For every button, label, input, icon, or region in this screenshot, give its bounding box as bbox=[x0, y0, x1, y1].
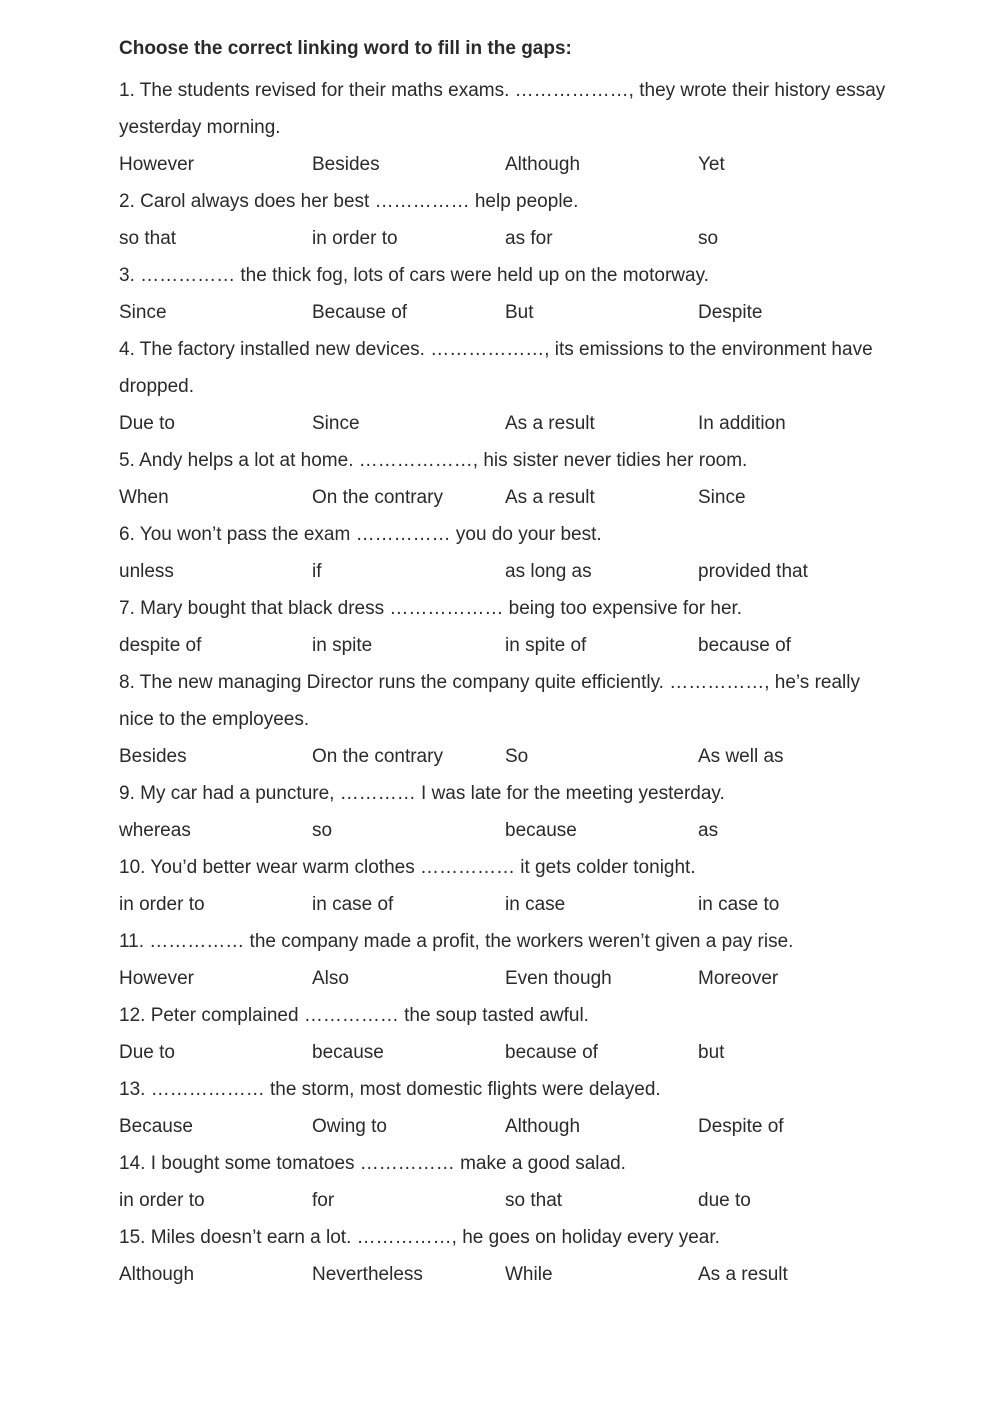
answer-options bbox=[119, 553, 899, 590]
question-block bbox=[119, 1145, 899, 1219]
answer-option[interactable]: Owing to bbox=[312, 1116, 387, 1137]
answer-options bbox=[119, 1256, 899, 1293]
answer-options bbox=[119, 886, 899, 923]
answer-option[interactable]: but bbox=[698, 1042, 725, 1063]
answer-options bbox=[119, 220, 899, 257]
question-text: 3. …………… the thick fog, lots of cars were held up on the motorway. bbox=[119, 265, 709, 286]
question-text: 2. Carol always does her best …………… help people. bbox=[119, 191, 579, 212]
answer-option[interactable]: Due to bbox=[119, 413, 175, 434]
answer-option[interactable]: because bbox=[312, 1042, 384, 1063]
answer-option[interactable]: for bbox=[312, 1190, 335, 1211]
question-block bbox=[119, 997, 899, 1071]
answer-option[interactable]: However bbox=[119, 968, 194, 989]
worksheet bbox=[119, 35, 899, 1293]
answer-option[interactable]: despite of bbox=[119, 635, 202, 656]
answer-options bbox=[119, 405, 899, 442]
answer-option[interactable]: Besides bbox=[312, 154, 380, 175]
answer-option[interactable]: Even though bbox=[505, 968, 612, 989]
question-text: 15. Miles doesn’t earn a lot. ……………, he goes on holiday every year. bbox=[119, 1227, 720, 1248]
answer-option[interactable]: Despite of bbox=[698, 1116, 784, 1137]
question-text: 1. The students revised for their maths exams. ………………, they wrote their history essay yesterday morning. bbox=[119, 80, 886, 138]
question-block bbox=[119, 183, 899, 257]
question-text: 7. Mary bought that black dress ……………… being too expensive for her. bbox=[119, 598, 743, 619]
answer-option[interactable]: In addition bbox=[698, 413, 786, 434]
answer-option[interactable]: Although bbox=[119, 1264, 195, 1285]
answer-option[interactable]: On the contrary bbox=[312, 746, 443, 767]
question-text: 13. ……………… the storm, most domestic flights were delayed. bbox=[119, 1079, 661, 1100]
question-list bbox=[119, 72, 899, 1293]
answer-options bbox=[119, 812, 899, 849]
answer-option[interactable]: whereas bbox=[119, 820, 191, 841]
answer-options bbox=[119, 960, 899, 997]
question-text: 9. My car had a puncture, ………… I was late for the meeting yesterday. bbox=[119, 783, 725, 804]
answer-option[interactable]: in order to bbox=[119, 894, 205, 915]
answer-option[interactable]: As a result bbox=[505, 413, 595, 434]
answer-option[interactable]: so that bbox=[119, 228, 177, 249]
answer-option[interactable]: in case bbox=[505, 894, 566, 915]
question-text: 6. You won’t pass the exam …………… you do your best. bbox=[119, 524, 602, 545]
answer-option[interactable]: Yet bbox=[698, 154, 725, 175]
question-text: 11. …………… the company made a profit, the workers weren’t given a pay rise. bbox=[119, 931, 794, 952]
answer-options bbox=[119, 1182, 899, 1219]
question-block bbox=[119, 664, 899, 775]
answer-option[interactable]: So bbox=[505, 746, 529, 767]
answer-option[interactable]: so bbox=[312, 820, 333, 841]
answer-option[interactable]: When bbox=[119, 487, 169, 508]
answer-option[interactable]: Due to bbox=[119, 1042, 175, 1063]
question-block bbox=[119, 923, 899, 997]
answer-option[interactable]: Since bbox=[312, 413, 360, 434]
answer-option[interactable]: Despite bbox=[698, 302, 763, 323]
answer-option[interactable]: as for bbox=[505, 228, 553, 249]
answer-option[interactable]: Besides bbox=[119, 746, 187, 767]
answer-options bbox=[119, 294, 899, 331]
answer-option[interactable]: Since bbox=[119, 302, 167, 323]
answer-option[interactable]: because of bbox=[698, 635, 791, 656]
question-block bbox=[119, 516, 899, 590]
question-text: 5. Andy helps a lot at home. ………………, his sister never tidies her room. bbox=[119, 450, 748, 471]
answer-option[interactable]: Because of bbox=[312, 302, 408, 323]
answer-option[interactable]: so bbox=[698, 228, 719, 249]
question-text: 10. You’d better wear warm clothes …………… it gets colder tonight. bbox=[119, 857, 696, 878]
answer-option[interactable]: Moreover bbox=[698, 968, 779, 989]
answer-option[interactable]: As well as bbox=[698, 746, 784, 767]
answer-option[interactable]: because bbox=[505, 820, 577, 841]
question-block bbox=[119, 442, 899, 516]
answer-option[interactable]: Since bbox=[698, 487, 746, 508]
answer-option[interactable]: But bbox=[505, 302, 534, 323]
answer-options bbox=[119, 1108, 899, 1145]
answer-option[interactable]: in spite of bbox=[505, 635, 587, 656]
question-block bbox=[119, 1219, 899, 1293]
answer-option[interactable]: unless bbox=[119, 561, 174, 582]
question-text: 14. I bought some tomatoes …………… make a good salad. bbox=[119, 1153, 626, 1174]
worksheet-title: Choose the correct linking word to fill in the gaps: bbox=[119, 38, 572, 59]
answer-options bbox=[119, 1034, 899, 1071]
answer-option[interactable]: Because bbox=[119, 1116, 193, 1137]
answer-option[interactable]: if bbox=[312, 561, 322, 582]
question-text: 8. The new managing Director runs the company quite efficiently. ……………, he’s really nice to the employees. bbox=[119, 672, 860, 730]
answer-option[interactable]: Also bbox=[312, 968, 349, 989]
answer-option[interactable]: as bbox=[698, 820, 719, 841]
answer-option[interactable]: As a result bbox=[505, 487, 595, 508]
answer-option[interactable]: Although bbox=[505, 1116, 581, 1137]
answer-options bbox=[119, 479, 899, 516]
question-text: 12. Peter complained …………… the soup tasted awful. bbox=[119, 1005, 589, 1026]
question-block bbox=[119, 590, 899, 664]
question-block bbox=[119, 257, 899, 331]
answer-option[interactable]: in order to bbox=[119, 1190, 205, 1211]
answer-option[interactable]: On the contrary bbox=[312, 487, 443, 508]
answer-option[interactable]: Although bbox=[505, 154, 581, 175]
answer-option[interactable]: provided that bbox=[698, 561, 808, 582]
answer-options bbox=[119, 738, 899, 775]
answer-option[interactable]: in order to bbox=[312, 228, 398, 249]
answer-options bbox=[119, 627, 899, 664]
question-text: 4. The factory installed new devices. ………………, its emissions to the environment have dropped. bbox=[119, 339, 873, 397]
answer-option[interactable]: in case of bbox=[312, 894, 394, 915]
answer-options bbox=[119, 146, 899, 183]
answer-option[interactable]: in spite bbox=[312, 635, 373, 656]
question-block bbox=[119, 331, 899, 442]
answer-option[interactable]: As a result bbox=[698, 1264, 788, 1285]
question-block bbox=[119, 72, 899, 183]
question-block bbox=[119, 775, 899, 849]
answer-option[interactable]: in case to bbox=[698, 894, 780, 915]
answer-option[interactable]: due to bbox=[698, 1190, 751, 1211]
answer-option[interactable]: so that bbox=[505, 1190, 563, 1211]
answer-option[interactable]: as long as bbox=[505, 561, 592, 582]
answer-option[interactable]: While bbox=[505, 1264, 553, 1285]
question-block bbox=[119, 1071, 899, 1145]
answer-option[interactable]: because of bbox=[505, 1042, 598, 1063]
answer-option[interactable]: However bbox=[119, 154, 194, 175]
question-block bbox=[119, 849, 899, 923]
answer-option[interactable]: Nevertheless bbox=[312, 1264, 423, 1285]
